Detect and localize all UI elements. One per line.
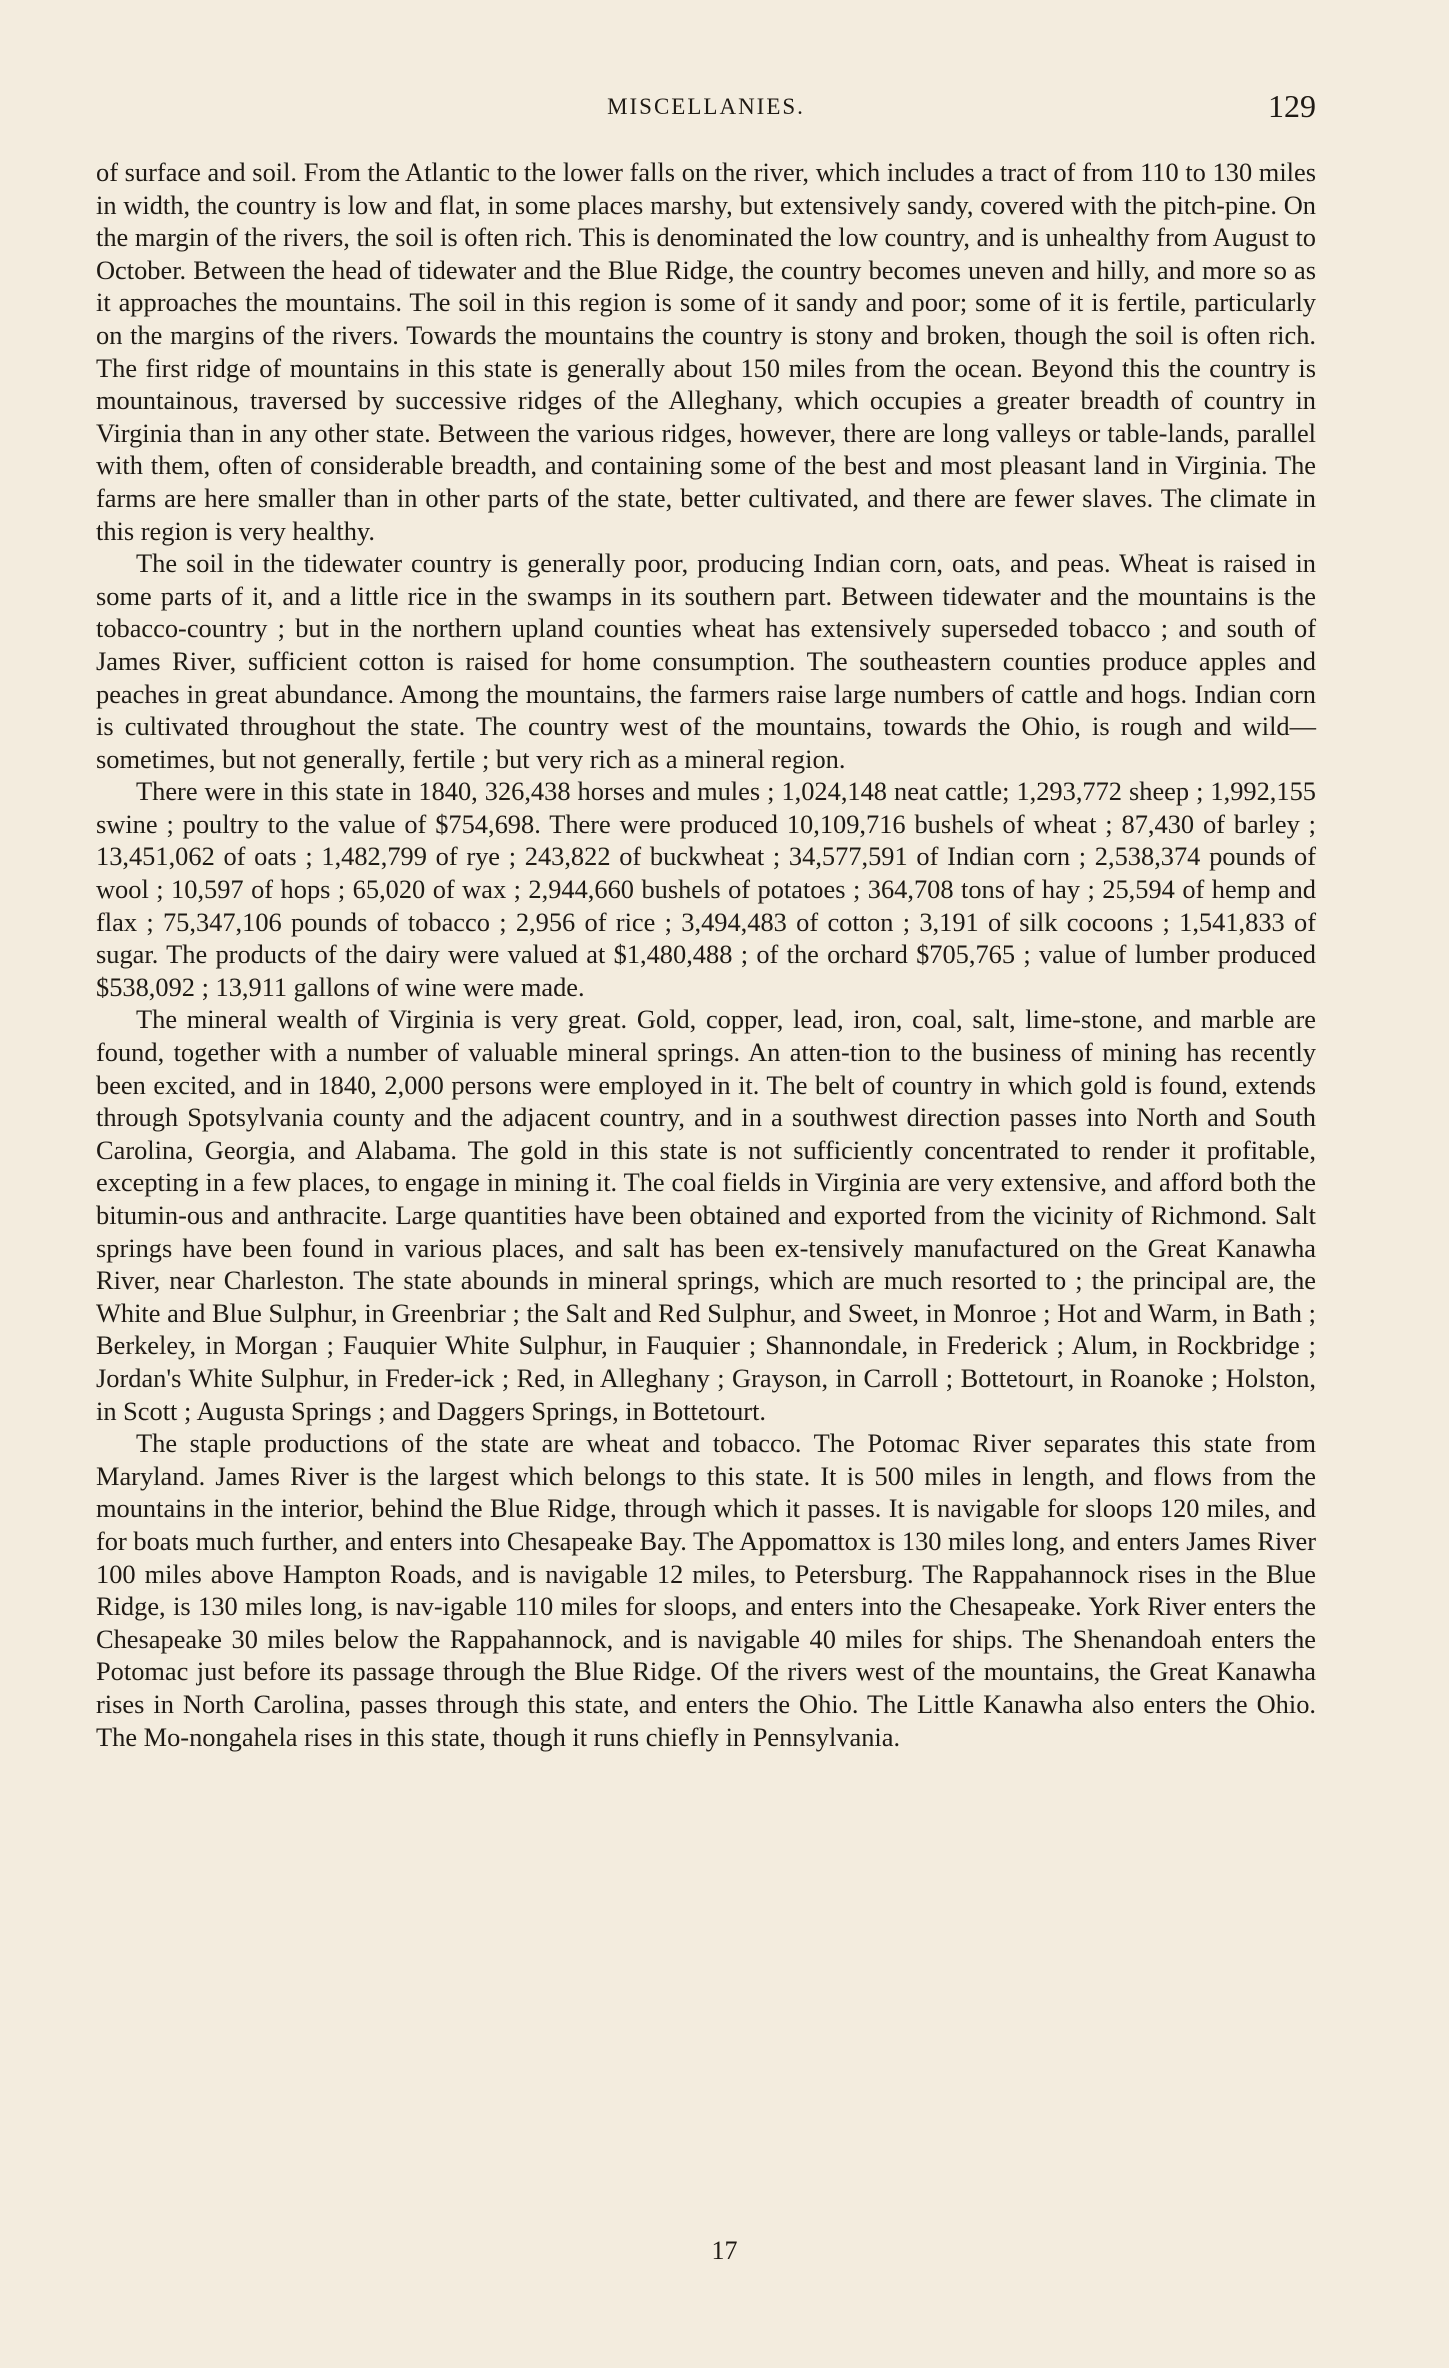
signature-mark: 17	[711, 2236, 738, 2265]
paragraph-mineral-wealth: The mineral wealth of Virginia is very great. Gold, copper, lead, iron, coal, salt, lime-stone, and marble are found, together with a number of valuable mineral springs. An atten-tion to the business of mining has recently been excited, and in 1840, 2,000 persons were employed in it. The belt of country in which gold is found, extends through Spotsylvania county and the adjacent country, and in a southwest direction passes into North and South Carolina, Georgia, and Alabama. The gold in this state is not sufficiently concentrated to render it profitable, excepting in a few places, to engage in mining it. The coal fields in Virginia are very extensive, and afford both the bitumin-ous and anthracite. Large quantities have been obtained and exported from the vicinity of Richmond. Salt springs have been found in various places, and salt has been ex-tensively manufactured on the Great Kanawha River, near Charleston. The state abounds in mineral springs, which are much resorted to ; the principal are, the White and Blue Sulphur, in Greenbriar ; the Salt and Red Sulphur, and Sweet, in Monroe ; Hot and Warm, in Bath ; Berkeley, in Morgan ; Fauquier White Sulphur, in Fauquier ; Shannondale, in Frederick ; Alum, in Rockbridge ; Jordan's White Sulphur, in Freder-ick ; Red, in Alleghany ; Grayson, in Carroll ; Bottetourt, in Roanoke ; Holston, in Scott ; Augusta Springs ; and Daggers Springs, in Bottetourt.	[96, 1004, 1316, 1426]
body-text	[96, 156, 1316, 1753]
paragraph-staple-productions-rivers: The staple productions of the state are wheat and tobacco. The Potomac River separates this state from Maryland. James River is the largest which belongs to this state. It is 500 miles in length, and flows from the mountains in the interior, behind the Blue Ridge, through which it passes. It is navigable for sloops 120 miles, and for boats much further, and enters into Chesapeake Bay. The Appomattox is 130 miles long, and enters James River 100 miles above Hampton Roads, and is navigable 12 miles, to Petersburg. The Rappahannock rises in the Blue Ridge, is 130 miles long, is nav-igable 110 miles for sloops, and enters into the Chesapeake. York River enters the Chesapeake 30 miles below the Rappahannock, and is navigable 40 miles for ships. The Shenandoah enters the Potomac just before its passage through the Blue Ridge. Of the rivers west of the mountains, the Great Kanawha rises in North Carolina, passes through this state, and enters the Ohio. The Little Kanawha also enters the Ohio. The Mo-nongahela rises in this state, though it runs chiefly in Pennsylvania.	[96, 1428, 1316, 1752]
page-header	[96, 88, 1316, 128]
page-number: 129	[1268, 88, 1316, 124]
paragraph-tidewater-soil: The soil in the tidewater country is generally poor, producing Indian corn, oats, and peas. Wheat is raised in some parts of it, and a little rice in the swamps in its southern part. Between tidewater and the mountains is the tobacco-country ; but in the northern upland counties wheat has extensively superseded tobacco ; and south of James River, sufficient cotton is raised for home consumption. The southeastern counties produce apples and peaches in great abundance. Among the mountains, the farmers raise large numbers of cattle and hogs. Indian corn is cultivated throughout the state. The country west of the mountains, towards the Ohio, is rough and wild—sometimes, but not generally, fertile ; but very rich as a mineral region.	[96, 548, 1316, 774]
paragraph-surface-and-soil: of surface and soil. From the Atlantic to the lower falls on the river, which includes a tract of from 110 to 130 miles in width, the country is low and flat, in some places marshy, but extensively sandy, covered with the pitch-pine. On the margin of the rivers, the soil is often rich. This is denominated the low country, and is unhealthy from August to October. Between the head of tidewater and the Blue Ridge, the country becomes uneven and hilly, and more so as it approaches the mountains. The soil in this region is some of it sandy and poor; some of it is fertile, particularly on the margins of the rivers. Towards the mountains the country is stony and broken, though the soil is often rich. The first ridge of mountains in this state is generally about 150 miles from the ocean. Beyond this the country is mountainous, traversed by successive ridges of the Alleghany, which occupies a greater breadth of country in Virginia than in any other state. Between the various ridges, however, there are long valleys or table-lands, parallel with them, often of considerable breadth, and containing some of the best and most pleasant land in Virginia. The farms are here smaller than in other parts of the state, better cultivated, and there are fewer slaves. The climate in this region is very healthy.	[96, 157, 1316, 546]
paragraph-agricultural-statistics: There were in this state in 1840, 326,438 horses and mules ; 1,024,148 neat cattle; 1,293,772 sheep ; 1,992,155 swine ; poultry to the value of $754,698. There were produced 10,109,716 bushels of wheat ; 87,430 of barley ; 13,451,062 of oats ; 1,482,799 of rye ; 243,822 of buckwheat ; 34,577,591 of Indian corn ; 2,538,374 pounds of wool ; 10,597 of hops ; 65,020 of wax ; 2,944,660 bushels of potatoes ; 364,708 tons of hay ; 25,594 of hemp and flax ; 75,347,106 pounds of tobacco ; 2,956 of rice ; 3,494,483 of cotton ; 3,191 of silk cocoons ; 1,541,833 of sugar. The products of the dairy were valued at $1,480,488 ; of the orchard $705,765 ; value of lumber produced $538,092 ; 13,911 gallons of wine were made.	[96, 776, 1316, 1002]
running-head: MISCELLANIES.	[607, 94, 805, 119]
